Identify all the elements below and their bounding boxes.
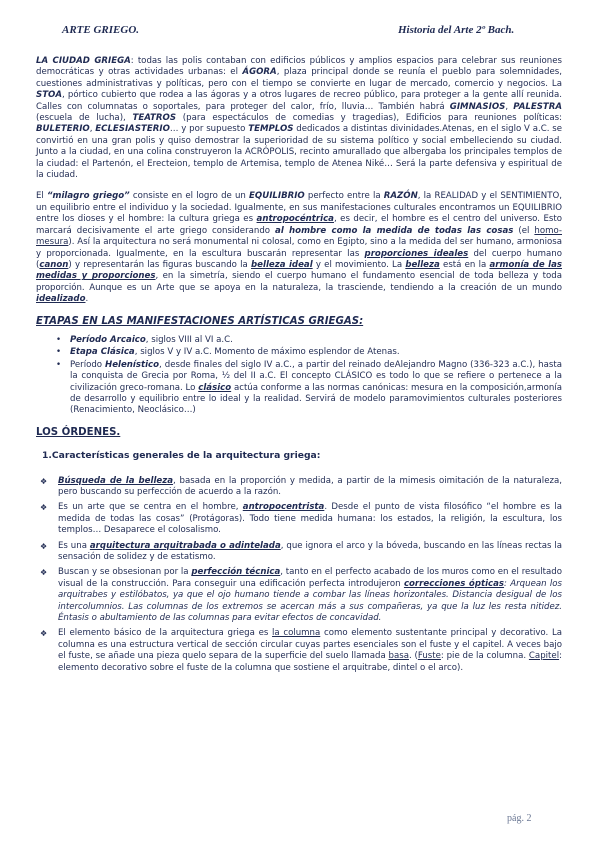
term-la-columna: la columna — [272, 628, 321, 639]
diamond-bullet-icon: ❖ — [40, 568, 48, 578]
term-ciudad-griega: LA CIUDAD GRIEGA — [36, 56, 131, 66]
text: ) y representarán las figuras buscando la — [68, 259, 252, 270]
term-hombre-medida: al hombre como la medida de todas las cosas — [275, 225, 514, 236]
text: consiste en el logro de un — [129, 191, 250, 202]
diamond-bullet-icon: ❖ — [40, 541, 48, 551]
term-arcaico: Período Arcaico — [70, 334, 146, 345]
list-item — [70, 347, 562, 358]
text: perfecto entre la — [304, 191, 384, 202]
text: Es un arte que se centra en el hombre, — [58, 502, 243, 513]
term-teatros: TEATROS — [132, 113, 177, 124]
term-antropocentrica: antropocéntrica — [256, 214, 334, 225]
list-item — [40, 475, 562, 499]
term-stoa: STOA — [36, 90, 63, 101]
term-belleza: belleza — [405, 259, 440, 270]
text: , tanto en el perfecto acabado de los muros como en el resultado visual de la construcción. Para conseguir una edificación perfecta introdujeron — [58, 567, 562, 589]
term-homo-mesura: homo-mesura — [36, 225, 562, 248]
term-perfeccion-tecnica: perfección técnica — [191, 567, 281, 578]
text: , siglos V y IV a.C. Momento de máximo esplendor de Atenas. — [134, 347, 400, 358]
term-gimnasios: GIMNASIOS — [449, 101, 506, 112]
term-clasico: clásico — [198, 382, 232, 393]
paragraph-milagro-griego — [36, 191, 562, 305]
section-heading-ordenes: LOS ÓRDENES. — [36, 426, 121, 438]
text: , — [505, 101, 514, 112]
diamond-bullet-icon: ❖ — [40, 503, 48, 513]
text: y el movimiento. La — [312, 259, 406, 270]
text: (el — [513, 225, 535, 236]
term-capitel: Capitel — [528, 651, 560, 662]
term-milagro-griego: “milagro griego” — [47, 191, 130, 202]
page-body — [36, 56, 562, 678]
term-idealizado: idealizado — [36, 294, 86, 305]
list-item — [40, 567, 563, 624]
text: . — [85, 294, 89, 305]
caracteristicas-list — [36, 476, 562, 675]
paragraph-ciudad-griega — [36, 56, 562, 181]
section-heading-etapas: ETAPAS EN LAS MANIFESTACIONES ARTÍSTICAS GRIEGAS: — [36, 315, 364, 327]
text: , basada en la proporción y medida, a partir de la mimesis oimitación de la naturaleza, pero buscando su perfección de acuerdo a la razón. — [58, 475, 562, 497]
text: como elemento sustentante principal y decorativo. La columna es una estructura vertical de sección circular cuyas partes esenciales son el fuste y el capitel. A veces bajo el fuste, se añade una pieza quelo separa de la superficie del suelo llamada — [58, 628, 563, 662]
term-arquitrabada: arquitectura arquitrabada o adintelada — [89, 540, 281, 551]
text: : elemento decorativo sobre el fuste de la columna que sostiene el arquitrabe, dintel o el arco). — [58, 651, 562, 673]
text: dedicados a distintas divinidades.Atenas, en el siglo V a.C. se convirtió en una gran polis y quiso demostrar la superioridad de su sistema político y social embelleciendo su ciudad. Junto a la ciudad, en una colina construyeron la ACRÓPOLIS, recinto amurallado que albergaba los principales templos de la ciudad: el Partenón, el Erecteion, templo de Artemisa, templo de Atenea Niké… Será la parte defensiva y espiritual de la ciudad. — [36, 124, 562, 181]
list-item — [40, 540, 563, 564]
text: del cuerpo humano ( — [36, 248, 563, 270]
text: (para espectáculos de comedias y tragedias), Edificios para reuniones políticas: — [176, 113, 562, 124]
term-palestra: PALESTRA — [513, 101, 563, 112]
text: , plaza principal donde se reunía el pueblo para solemnidades, cuestiones administrativas y políticas, pero con el tiempo se convierte en lugar de mercado, comercio y negocios. La — [36, 67, 562, 89]
term-correcciones-opticas: correcciones ópticas — [403, 578, 505, 589]
text: . Desde el punto de vista filosófico “el hombre es la medida de todas las cosas” (Protágoras). Todo tiene medida humana: los estados, la religión, la escultura, los templos… Desaparece el colosalismo. — [58, 502, 562, 536]
term-buleterio: BULETERIO — [36, 124, 90, 135]
text: … y por supuesto — [169, 124, 249, 135]
text: , la REALIDAD y el SENTIMIENTO, un equilibrio entre el individuo y la sociedad. Igualmente, en sus manifestaciones culturales encontramos un EQUILIBRIO entre los dioses y el hombre: la cultura griega es — [36, 191, 562, 225]
list-item — [40, 502, 562, 536]
term-antropocentrista: antropocentrista — [242, 502, 325, 513]
text: : pie de la columna. — [440, 651, 529, 662]
text: , que ignora el arco y la bóveda, buscando en las líneas rectas la sensación de solidez y de estatismo. — [58, 540, 563, 563]
diamond-bullet-icon: ❖ — [40, 476, 48, 486]
diamond-bullet-icon: ❖ — [40, 629, 48, 639]
list-item — [70, 335, 562, 346]
text: , en la simetría, siendo el cuerpo humano el fundamento esencial de toda belleza y toda proporción. Aunque es un Arte que se apoya en la naturaleza, la trasciende, tendiendo a la creación de un mundo — [36, 271, 562, 293]
header-title: ARTE GRIEGO. — [62, 24, 140, 36]
text: Período — [70, 359, 106, 370]
text: Buscan y se obsesionan por la — [58, 567, 192, 578]
text: actúa conforme a las normas canónicas: mesura en la composición,armonía de desarrollo y equilibrio entre lo ideal y la realidad. Servirá de modelo paramovimientos culturales posteriores (Renacimiento, Neoclásico…) — [70, 382, 563, 416]
term-basa: basa — [388, 651, 409, 662]
term-templos: TEMPLOS — [248, 124, 294, 135]
text: , pórtico cubierto que rodea a las ágoras y a otros lugares de recreo público, para proteger a la gente allí reunida. Calles con columnatas o soportales, para proteger del calor, frío, lluvia… También habrá — [36, 90, 562, 112]
term-equilibrio: EQUILIBRIO — [249, 191, 305, 202]
term-eclesiasterio: ECLESIASTERIO — [95, 124, 170, 135]
term-clasica: Etapa Clásica — [70, 347, 135, 358]
term-canon: canon — [39, 259, 69, 270]
term-fuste: Fuste — [417, 651, 441, 662]
text: ). Así la arquitectura no será monumental ni colosal, como en Egipto, sino a la medida del ser humano, armoniosa y proporcionada. Igualmente, en la escultura buscarán representar las — [36, 237, 562, 259]
list-item — [40, 628, 563, 674]
term-razon: RAZÓN — [383, 191, 418, 202]
header-subject: Historia del Arte 2º Bach. — [398, 24, 515, 36]
term-busqueda-belleza: Búsqueda de la belleza — [58, 475, 174, 486]
text: está en la — [439, 259, 490, 270]
text: , es decir, el hombre es el centro del universo. Esto marcará decisivamente el arte griego considerando — [36, 214, 563, 236]
text: Es una — [58, 540, 90, 551]
term-proporciones-ideales: proporciones ideales — [364, 248, 469, 259]
page-number: pág. 2 — [507, 813, 532, 824]
text: . ( — [408, 651, 418, 662]
term-agora: ÁGORA — [242, 67, 277, 78]
text: El elemento básico de la arquitectura griega es — [58, 628, 273, 639]
term-helenistico: Helenístico — [105, 359, 160, 370]
text: , — [89, 124, 96, 135]
text: (escuela de lucha), — [36, 113, 133, 124]
text: , desde finales del siglo IV a.C., a partir del reinado deAlejandro Magno (336-323 a.C.), hasta la conquista de Grecia por Roma, ½ del II a.C. El concepto CLÁSICO es todo lo que se refiere o pertenece a la civilización greco-romana. Lo — [70, 359, 562, 393]
etapas-list — [36, 335, 562, 417]
text: : Arquean los arquitrabes y estilóbatos, ya que el ojo humano tiende a combar las líneas horizontales. Distancia desigual de los intercolumnios. Las columnas de los extremos se acercan más a sus compañeras, ya que la luz les resta nitidez. Éntasis o abultamiento de las columnas para evitar efectos de concavidad. — [58, 578, 563, 624]
subsection-heading: 1.Características generales de la arquitectura griega: — [42, 450, 321, 462]
term-armonia: armonía de las medidas y proporciones — [36, 259, 562, 282]
text: El — [36, 191, 47, 202]
text: : todas las polis contaban con edificios públicos y amplios espacios para celebrar sus reuniones democráticas y otras actividades urbanas: el — [36, 56, 562, 78]
text: , siglos VIII al VI a.C. — [145, 334, 233, 345]
term-belleza-ideal: belleza ideal — [251, 259, 313, 270]
list-item — [70, 360, 562, 417]
